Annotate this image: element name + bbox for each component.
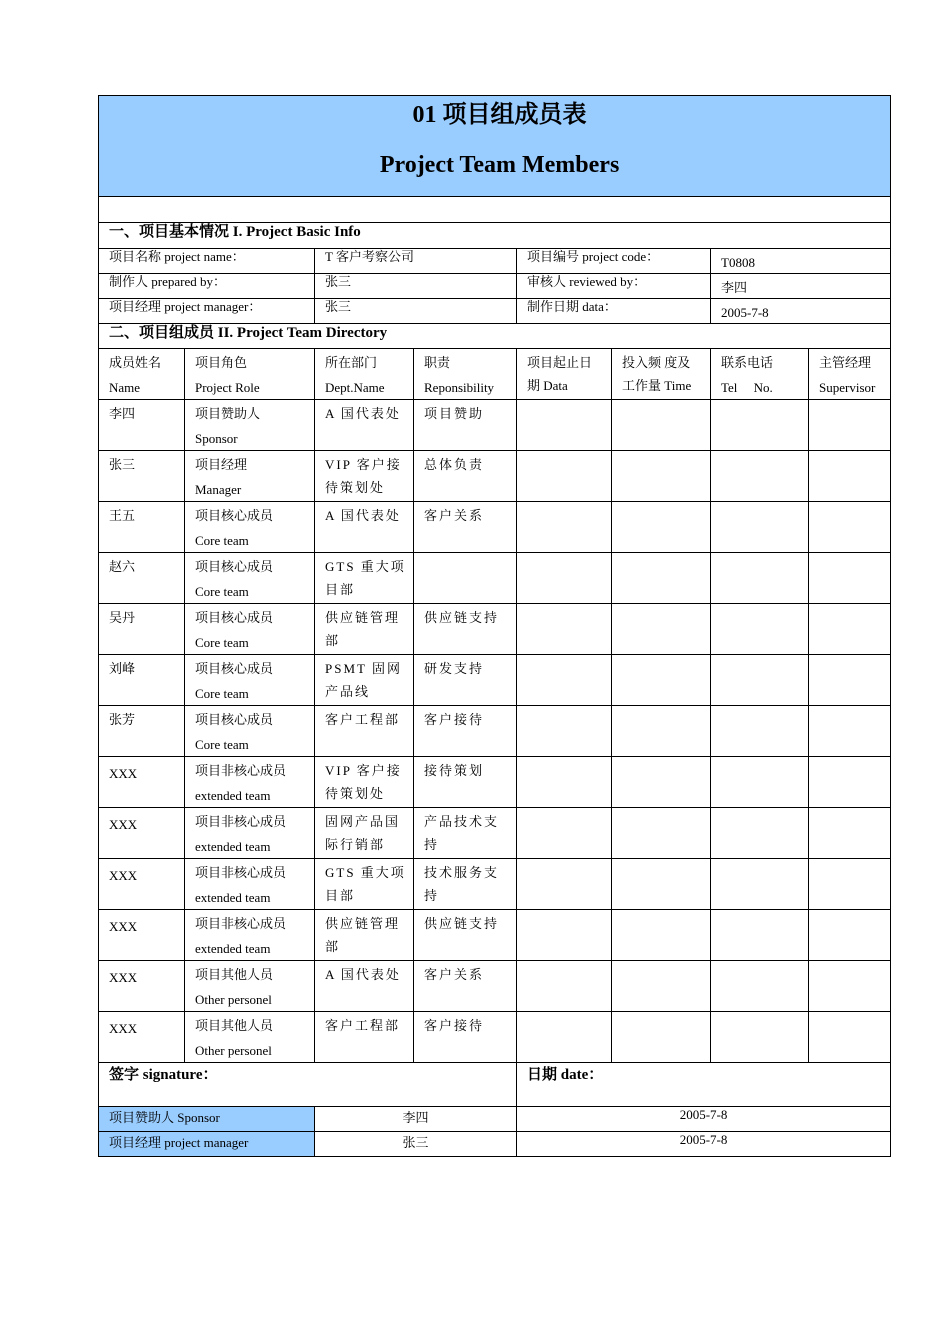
column-header-en: Dept.Name [325,380,385,395]
member-name-cell [99,961,185,1012]
member-resp-cont [424,633,516,649]
column-header [517,349,612,400]
section1-heading: 一、项目基本情况 I. Project Basic Info [99,223,891,249]
member-resp-cell [414,961,517,1012]
member-role-cn: 项目赞助人 [195,406,261,421]
member-dept-cell [315,502,414,553]
member-resp: 技术服务支 [424,865,500,880]
member-dept-cont [325,429,413,445]
member-empty-cell [517,604,612,655]
member-empty-cell [711,961,809,1012]
member-name: 刘峰 [109,661,136,676]
signature-role: 项目经理 project manager [99,1132,315,1157]
member-name: XXX [109,919,138,934]
basic-info-label: 制作日期 data： [517,299,711,324]
member-role-en: extended team [195,941,271,956]
signature-row [99,1063,891,1107]
member-empty-cell [809,910,891,961]
member-dept: 固网产品国 [325,814,401,829]
member-role-cell [185,502,315,553]
member-role-cn: 项目其他人员 [195,967,274,982]
basic-info-value: 2005-7-8 [711,299,891,324]
member-row [99,961,891,1012]
member-dept-cont [325,531,413,547]
member-role-en: Core team [195,635,249,650]
member-name-cell [99,502,185,553]
member-empty-cell [809,961,891,1012]
column-header-cn: 所在部门 [325,355,378,370]
member-empty-cell [517,706,612,757]
member-empty-cell [517,451,612,502]
member-name: XXX [109,868,138,883]
member-empty-cell [711,910,809,961]
member-dept: VIP 客户接 [325,763,402,778]
member-empty-cell [711,451,809,502]
member-resp: 供应链支持 [424,916,500,931]
basic-info-label: 审核人 reviewed by： [517,274,711,299]
member-empty-cell [612,859,711,910]
member-name-cell [99,451,185,502]
member-empty-cell [809,604,891,655]
member-resp-cell [414,859,517,910]
member-resp: 客户接待 [424,712,485,727]
member-empty-cell [517,961,612,1012]
member-resp-cont [424,939,516,955]
member-name-cell [99,910,185,961]
member-role-cell [185,961,315,1012]
member-name: XXX [109,970,138,985]
member-empty-cell [612,757,711,808]
member-empty-cell [809,451,891,502]
member-role-en: Other personel [195,992,272,1007]
signature-date: 2005-7-8 [517,1107,891,1132]
member-role-cell [185,655,315,706]
member-dept-cell [315,451,414,502]
member-empty-cell [517,808,612,859]
member-dept-cell [315,400,414,451]
member-dept-cell [315,808,414,859]
member-empty-cell [809,655,891,706]
section2-row [99,324,891,349]
basic-info-row [99,299,891,324]
member-empty-cell [809,757,891,808]
member-resp-cont [424,1041,516,1057]
member-resp-cell [414,400,517,451]
basic-info-value: T 客户考察公司 [315,249,517,274]
column-header-en: Name [109,380,141,395]
signature-entry-row [99,1107,891,1132]
member-name-cell [99,808,185,859]
member-resp-cont [424,429,516,445]
member-resp-cont [424,786,516,802]
member-resp-cell [414,451,517,502]
member-empty-cell [517,910,612,961]
column-header-cn: 成员姓名 [109,355,162,370]
column-header-en: 期 Data [527,378,568,393]
member-resp-cell [414,1012,517,1063]
member-row [99,910,891,961]
member-dept-cell [315,1012,414,1063]
project-team-table [98,95,891,1157]
member-row [99,400,891,451]
column-header-cn: 投入频 度及 [622,355,691,370]
member-empty-cell [517,553,612,604]
member-dept: 客户工程部 [325,712,401,727]
member-empty-cell [612,553,711,604]
member-dept-cont: 目部 [325,582,356,597]
column-header [99,349,185,400]
member-dept-cont: 目部 [325,888,356,903]
member-row [99,604,891,655]
member-role-en: Sponsor [195,431,238,446]
member-row [99,859,891,910]
member-role-cell [185,400,315,451]
member-row [99,655,891,706]
member-empty-cell [711,502,809,553]
basic-info-row [99,249,891,274]
basic-info-label: 项目编号 project code： [517,249,711,274]
member-dept-cont: 部 [325,939,341,954]
member-name-cell [99,859,185,910]
member-dept-cell [315,553,414,604]
member-empty-cell [711,553,809,604]
member-name: 赵六 [109,559,136,574]
member-role-cell [185,553,315,604]
member-name: 吴丹 [109,610,136,625]
signature-label: 签字 signature： [99,1063,517,1107]
member-name: 王五 [109,508,136,523]
member-resp: 项目赞助 [424,406,485,421]
date-label: 日期 date： [517,1063,891,1107]
member-dept: GTS 重大项 [325,865,406,880]
member-name: XXX [109,817,138,832]
member-dept-cont [325,735,413,751]
member-resp-cont [424,735,516,751]
basic-info-value: 张三 [315,274,517,299]
member-resp [424,553,516,575]
member-role-cell [185,1012,315,1063]
member-dept-cont: 待策划处 [325,786,386,801]
member-role-cn: 项目非核心成员 [195,763,287,778]
member-role-cn: 项目非核心成员 [195,916,287,931]
member-role-cn: 项目非核心成员 [195,865,287,880]
member-empty-cell [711,604,809,655]
member-name-cell [99,706,185,757]
section2-heading: 二、项目组成员 II. Project Team Directory [99,324,891,349]
member-dept-cont [325,990,413,1006]
member-resp-cont: 持 [424,837,440,852]
member-resp-cell [414,808,517,859]
member-dept-cont: 待策划处 [325,480,386,495]
basic-info-label: 制作人 prepared by： [99,274,315,299]
member-dept-cont: 产品线 [325,684,371,699]
member-empty-cell [711,1012,809,1063]
member-dept: VIP 客户接 [325,457,402,472]
member-resp-cont [424,684,516,700]
member-resp: 客户接待 [424,1018,485,1033]
column-header-row [99,349,891,400]
member-empty-cell [517,655,612,706]
member-resp-cont [424,990,516,1006]
member-empty-cell [711,706,809,757]
member-empty-cell [612,1012,711,1063]
member-dept-cont: 际行销部 [325,837,386,852]
member-resp-cell [414,910,517,961]
member-empty-cell [612,400,711,451]
column-header [711,349,809,400]
member-empty-cell [711,859,809,910]
column-header [185,349,315,400]
column-header-cn: 项目起止日 [527,355,593,370]
member-role-cn: 项目核心成员 [195,661,274,676]
member-role-cn: 项目非核心成员 [195,814,287,829]
member-row [99,808,891,859]
member-empty-cell [711,655,809,706]
member-role-cell [185,706,315,757]
column-header [809,349,891,400]
member-row [99,757,891,808]
basic-info-row [99,274,891,299]
member-empty-cell [612,502,711,553]
member-role-en: Core team [195,737,249,752]
member-role-en: Core team [195,584,249,599]
signature-entry-row [99,1132,891,1157]
member-dept: PSMT 固网 [325,661,402,676]
member-resp: 客户关系 [424,967,485,982]
member-resp: 接待策划 [424,763,485,778]
spacer-row [99,197,891,223]
member-resp: 产品技术支 [424,814,500,829]
member-name-cell [99,655,185,706]
member-resp-cell [414,706,517,757]
member-resp-cell [414,655,517,706]
member-empty-cell [809,400,891,451]
member-dept-cell [315,757,414,808]
basic-info-value: T0808 [711,249,891,274]
member-row [99,553,891,604]
member-dept-cell [315,604,414,655]
member-role-cell [185,757,315,808]
member-name-cell [99,1012,185,1063]
column-header [315,349,414,400]
member-name-cell [99,553,185,604]
member-name: 张三 [109,457,136,472]
member-name: XXX [109,1021,138,1036]
member-role-en: Core team [195,533,249,548]
member-name: 李四 [109,406,136,421]
member-role-cell [185,808,315,859]
column-header-cn: 主管经理 [819,355,872,370]
title-en: Project Team Members [379,152,620,178]
member-role-en: Other personel [195,1043,272,1058]
member-empty-cell [517,502,612,553]
member-dept: A 国代表处 [325,508,401,523]
member-dept: 供应链管理 [325,916,401,931]
member-resp-cell [414,604,517,655]
member-resp-cont [424,480,516,496]
basic-info-label: 项目经理 project manager： [99,299,315,324]
member-resp: 客户关系 [424,508,485,523]
member-resp: 供应链支持 [424,610,500,625]
member-empty-cell [809,859,891,910]
member-empty-cell [809,808,891,859]
section1-row [99,223,891,249]
member-dept-cell [315,961,414,1012]
member-dept-cell [315,910,414,961]
member-row [99,451,891,502]
member-empty-cell [612,808,711,859]
signature-name: 李四 [315,1107,517,1132]
column-header-cn: 联系电话 [721,355,774,370]
member-dept: 客户工程部 [325,1018,401,1033]
member-role-cn: 项目核心成员 [195,508,274,523]
member-dept: 供应链管理 [325,610,401,625]
member-empty-cell [517,400,612,451]
member-empty-cell [809,1012,891,1063]
signature-list [99,1107,891,1157]
member-empty-cell [809,502,891,553]
member-role-cn: 项目经理 [195,457,248,472]
column-header-cn: 职责 [424,355,451,370]
signature-name: 张三 [315,1132,517,1157]
title-row [99,96,891,197]
member-role-cell [185,604,315,655]
member-empty-cell [612,655,711,706]
member-dept-cont: 部 [325,633,341,648]
member-name: XXX [109,766,138,781]
member-role-cn: 项目核心成员 [195,610,274,625]
signature-date: 2005-7-8 [517,1132,891,1157]
member-empty-cell [517,1012,612,1063]
member-empty-cell [612,961,711,1012]
column-header [414,349,517,400]
column-header-en: Supervisor [819,380,876,395]
member-empty-cell [612,451,711,502]
member-name-cell [99,604,185,655]
member-empty-cell [809,706,891,757]
member-empty-cell [809,553,891,604]
column-header-en: Project Role [195,380,260,395]
member-name: 张芳 [109,712,136,727]
member-empty-cell [612,910,711,961]
basic-info-label: 项目名称 project name： [99,249,315,274]
member-role-en: Core team [195,686,249,701]
member-resp-cont [424,582,516,598]
member-role-en: extended team [195,788,271,803]
column-header-en: Tel No. [721,380,773,395]
column-header-en: Reponsibility [424,380,495,395]
member-empty-cell [711,808,809,859]
member-empty-cell [711,757,809,808]
basic-info-value: 张三 [315,299,517,324]
basic-info-value: 李四 [711,274,891,299]
member-row [99,706,891,757]
member-resp-cont [424,531,516,547]
member-resp-cell [414,553,517,604]
member-resp-cell [414,502,517,553]
member-row [99,1012,891,1063]
member-name-cell [99,400,185,451]
member-dept-cell [315,655,414,706]
member-empty-cell [711,400,809,451]
member-role-cell [185,451,315,502]
member-role-cell [185,910,315,961]
title-cell [99,96,891,197]
column-header [612,349,711,400]
member-role-en: extended team [195,839,271,854]
member-resp: 总体负责 [424,457,485,472]
member-resp-cell [414,757,517,808]
member-dept-cont [325,1041,413,1057]
signature-role: 项目赞助人 Sponsor [99,1107,315,1132]
member-dept: A 国代表处 [325,406,401,421]
basic-info [99,249,891,324]
member-empty-cell [612,604,711,655]
member-role-cn: 项目其他人员 [195,1018,274,1033]
member-dept-cell [315,706,414,757]
member-name-cell [99,757,185,808]
member-role-cn: 项目核心成员 [195,712,274,727]
member-empty-cell [517,859,612,910]
member-row [99,502,891,553]
member-resp-cont: 持 [424,888,440,903]
member-resp: 研发支持 [424,661,485,676]
member-dept: GTS 重大项 [325,559,406,574]
member-dept-cell [315,859,414,910]
member-empty-cell [612,706,711,757]
column-header-en: 工作量 Time [622,378,692,393]
member-empty-cell [517,757,612,808]
member-role-en: extended team [195,890,271,905]
title-cn: 01 项目组成员表 [412,102,587,128]
member-role-cell [185,859,315,910]
column-header-cn: 项目角色 [195,355,248,370]
member-dept: A 国代表处 [325,967,401,982]
member-list [99,400,891,1063]
member-role-cn: 项目核心成员 [195,559,274,574]
member-role-en: Manager [195,482,242,497]
